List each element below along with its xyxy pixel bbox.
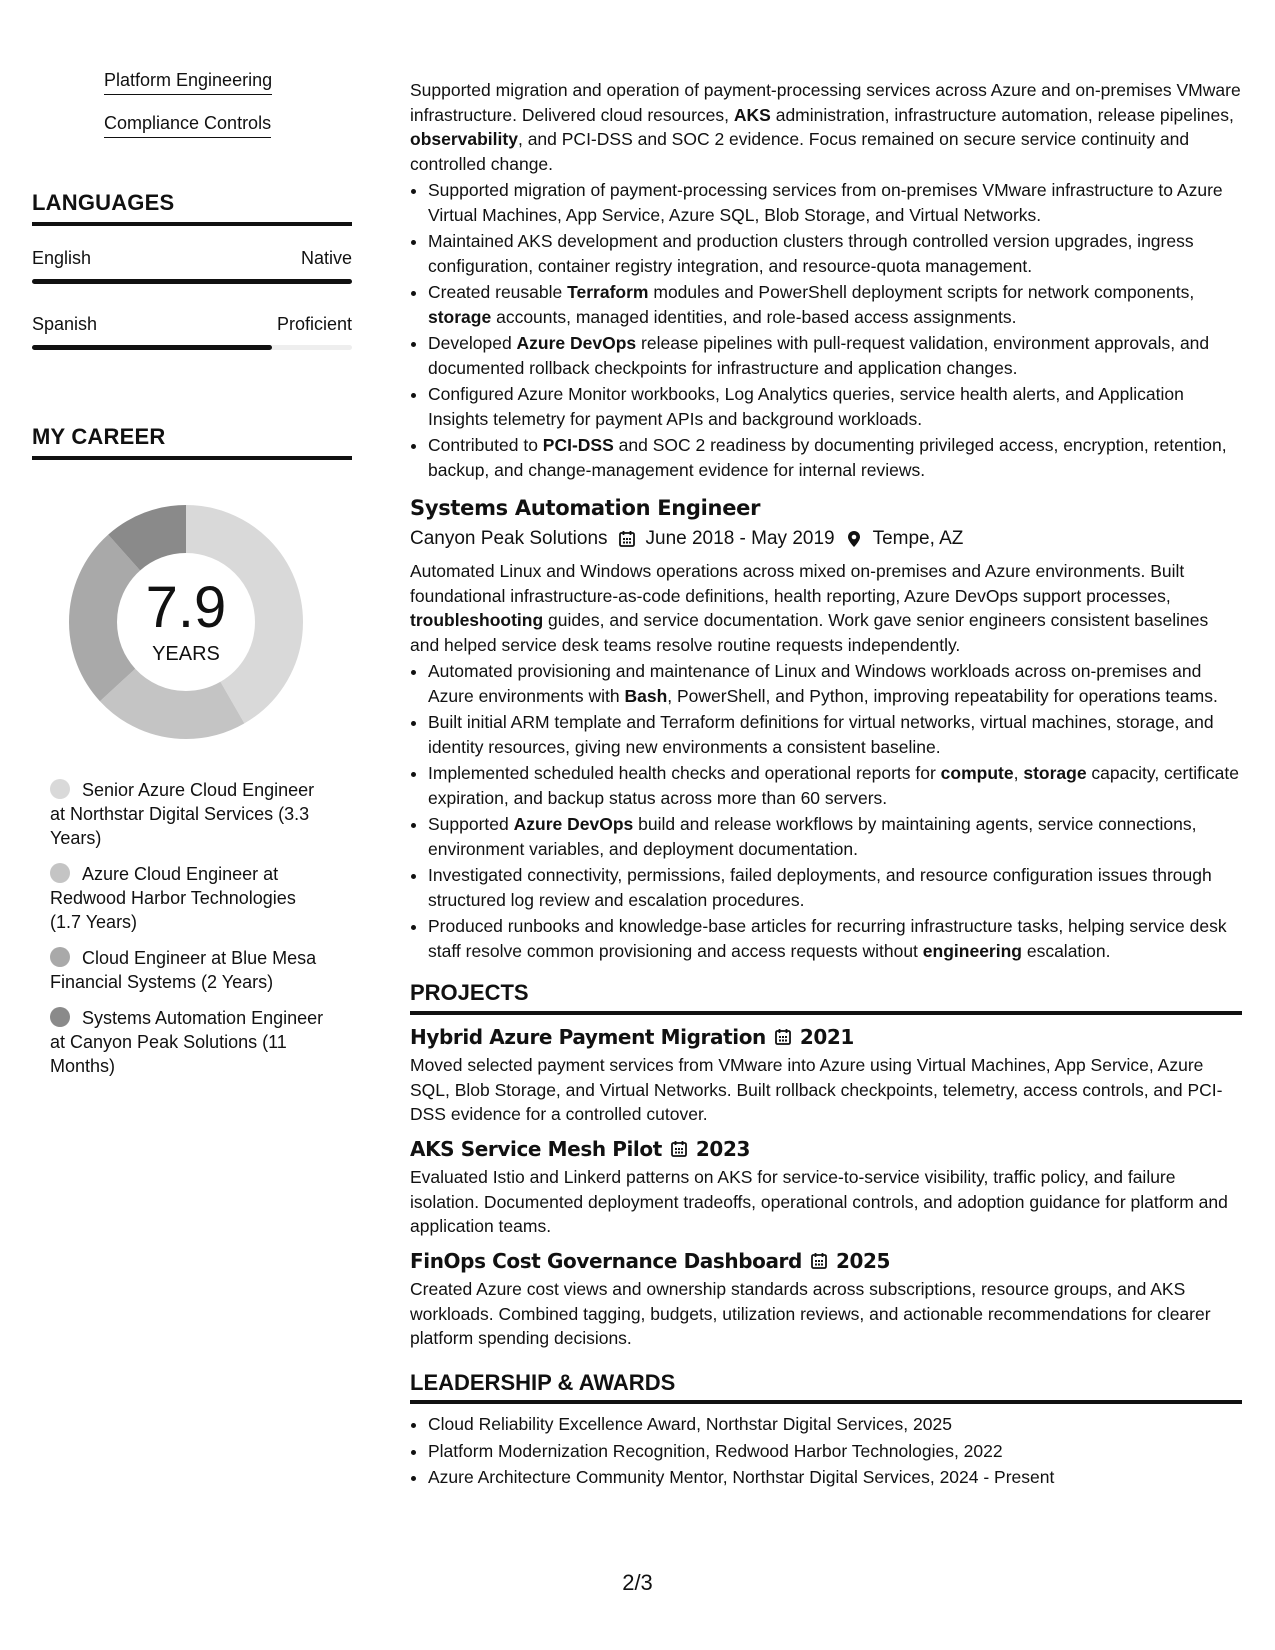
legend-label: Senior Azure Cloud Engineer at Northstar Digital Services (3.3 Years) — [50, 780, 315, 848]
career-donut-chart — [56, 492, 316, 752]
job-bullets — [410, 659, 1242, 963]
languages-heading: LANGUAGES — [32, 190, 352, 226]
legend-label: Azure Cloud Engineer at Redwood Harbor Technologies (1.7 Years) — [50, 864, 296, 932]
job-bullet: • Built initial ARM template and Terraform definitions for virtual networks, virtual machines, storage, and identity resources, giving new environments a consistent baseline. — [428, 710, 1242, 759]
calendar-icon — [618, 530, 636, 548]
project-year: 2023 — [695, 1136, 750, 1161]
job-bullet: • Maintained AKS development and production clusters through controlled version upgrades, ingress configuration, container registry integration, and resource-quota management. — [428, 229, 1242, 278]
job-dates: June 2018 - May 2019 — [645, 527, 835, 549]
job-bullet: • Contributed to PCI-DSS and SOC 2 readiness by documenting privileged access, encryption, retention, backup, and change-management evidence for internal reviews. — [428, 433, 1242, 482]
job-bullet: • Created reusable Terraform modules and PowerShell deployment scripts for network components, storage accounts, managed identities, and role-based access assignments. — [428, 280, 1242, 329]
legend-swatch — [50, 779, 70, 799]
legend-item — [50, 778, 330, 850]
job-meta — [410, 527, 1242, 552]
language-item — [32, 248, 352, 284]
language-item — [32, 314, 352, 350]
project-year: 2021 — [799, 1024, 854, 1049]
job-summary: Automated Linux and Windows operations across mixed on-premises and Azure environments. Built foundational infrastructure-as-code definitions, health reporting, Azure DevOps support processes, troubleshooting guides, and service documentation. Work gave senior engineers consistent baselines and helped service desk teams resolve routine requests independently. — [410, 561, 1209, 655]
legend-item — [50, 862, 330, 934]
skill-tag: Platform Engineering — [104, 70, 272, 95]
job-bullets — [410, 178, 1242, 482]
career-legend — [50, 778, 330, 1078]
project-item — [410, 1025, 1242, 1127]
skill-tag: Compliance Controls — [104, 113, 271, 138]
legend-label: Systems Automation Engineer at Canyon Peak Solutions (11 Months) — [50, 1008, 324, 1076]
awards-heading: LEADERSHIP & AWARDS — [410, 1371, 1242, 1405]
language-bar — [32, 345, 352, 350]
legend-swatch — [50, 863, 70, 883]
legend-swatch — [50, 1007, 70, 1027]
career-unit: YEARS — [152, 642, 220, 665]
language-bar-fill — [32, 279, 352, 284]
languages-list — [32, 248, 352, 350]
award-item: • Azure Architecture Community Mentor, Northstar Digital Services, 2024 - Present — [428, 1465, 1242, 1490]
project-title: FinOps Cost Governance Dashboard — [410, 1248, 802, 1273]
calendar-icon — [670, 1140, 688, 1158]
left-column — [32, 70, 352, 1090]
language-level: Proficient — [276, 314, 352, 334]
job-bullet: • Automated provisioning and maintenance of Linux and Windows workloads across on-premises and Azure environments with Bash, PowerShell, and Python, improving repeatability for operations teams. — [428, 659, 1242, 708]
project-description: Evaluated Istio and Linkerd patterns on AKS for service-to-service visibility, traffic policy, and failure isolation. Documented deployment tradeoffs, operational controls, and adoption guidance for platform and application teams. — [410, 1167, 1228, 1236]
project-item — [410, 1249, 1242, 1351]
legend-item — [50, 1006, 330, 1078]
award-item: • Platform Modernization Recognition, Redwood Harbor Technologies, 2022 — [428, 1439, 1242, 1464]
award-item: • Cloud Reliability Excellence Award, Northstar Digital Services, 2025 — [428, 1412, 1242, 1437]
legend-label: Cloud Engineer at Blue Mesa Financial Systems (2 Years) — [50, 948, 317, 992]
page-number: 2/3 — [622, 1570, 653, 1595]
job-title: Systems Automation Engineer — [410, 496, 761, 520]
career-total: 7.9 — [145, 574, 227, 640]
project-year: 2025 — [835, 1248, 891, 1273]
job-bullet: • Produced runbooks and knowledge-base articles for recurring infrastructure tasks, helping service desk staff resolve common provisioning and access requests without engineering escalation. — [428, 914, 1242, 963]
language-bar-fill — [32, 345, 272, 350]
location-pin-icon — [845, 530, 863, 548]
job-bullet: • Developed Azure DevOps release pipelines with pull-request validation, environment approvals, and documented rollback checkpoints for infrastructure and application changes. — [428, 331, 1242, 380]
project-description: Created Azure cost views and ownership standards across subscriptions, resource groups, and AKS workloads. Combined tagging, budgets, utilization reviews, and actionable recommendations for clearer platform spending decisions. — [410, 1279, 1211, 1348]
job-company: Canyon Peak Solutions — [410, 527, 608, 549]
career-heading: MY CAREER — [32, 424, 352, 460]
language-name: Spanish — [32, 314, 98, 334]
language-level: Native — [300, 248, 352, 268]
language-bar — [32, 279, 352, 284]
project-item — [410, 1137, 1242, 1239]
project-title: AKS Service Mesh Pilot — [410, 1136, 662, 1161]
projects-heading: PROJECTS — [410, 981, 1242, 1015]
job-bullet: • Configured Azure Monitor workbooks, Log Analytics queries, service health alerts, and Application Insights telemetry for payment APIs and background workloads. — [428, 382, 1242, 431]
legend-swatch — [50, 947, 70, 967]
project-description: Moved selected payment services from VMware into Azure using Virtual Machines, App Service, Azure SQL, Blob Storage, and Virtual Networks. Built rollback checkpoints, telemetry, access controls, and PCI-DSS evidence for a controlled cutover. — [410, 1055, 1223, 1124]
right-column — [410, 78, 1242, 1492]
skills-list — [32, 70, 352, 138]
job-summary: Supported migration and operation of payment-processing services across Azure and on-premises VMware infrastructure. Delivered cloud resources, AKS administration, infrastructure automation, release pipelines, observability, and PCI-DSS and SOC 2 evidence. Focus remained on secure service continuity and controlled change. — [410, 80, 1241, 174]
calendar-icon — [810, 1252, 828, 1270]
job-bullet: • Supported migration of payment-processing services from on-premises VMware infrastructure to Azure Virtual Machines, App Service, Azure SQL, Blob Storage, and Virtual Networks. — [428, 178, 1242, 227]
job-bullet: • Investigated connectivity, permissions, failed deployments, and resource configuration issues through structured log review and escalation procedures. — [428, 863, 1242, 912]
awards-list — [410, 1412, 1242, 1490]
legend-item — [50, 946, 330, 994]
calendar-icon — [774, 1028, 792, 1046]
job-bullet: • Implemented scheduled health checks and operational reports for compute, storage capacity, certificate expiration, and backup status across more than 60 servers. — [428, 761, 1242, 810]
language-name: English — [32, 248, 92, 268]
project-title: Hybrid Azure Payment Migration — [410, 1024, 766, 1049]
job-bullet: • Supported Azure DevOps build and release workflows by maintaining agents, service connections, environment variables, and deployment documentation. — [428, 812, 1242, 861]
job-location: Tempe, AZ — [872, 527, 964, 549]
